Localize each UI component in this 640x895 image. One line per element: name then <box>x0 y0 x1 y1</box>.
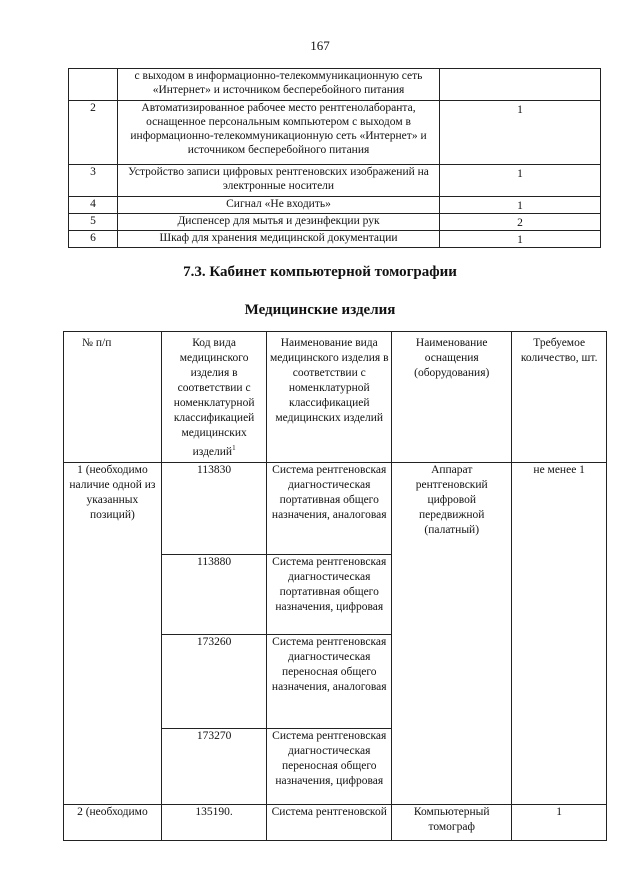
table-row <box>69 214 601 231</box>
header-quantity: Требуемое количество, шт. <box>512 332 607 463</box>
row-number <box>69 69 118 101</box>
device-name: Система рентгеновской <box>267 805 392 841</box>
required-quantity: не менее 1 <box>512 463 607 805</box>
device-code: 113880 <box>161 555 267 635</box>
table-row <box>64 805 607 841</box>
equipment-name: Компьютерный томограф <box>392 805 512 841</box>
section-title: 7.3. Кабинет компьютерной томографии <box>183 264 457 280</box>
required-quantity: 1 <box>512 805 607 841</box>
row-qty: 1 <box>440 197 601 214</box>
row-name: Сигнал «Не входить» <box>118 197 440 214</box>
page-number: 167 <box>310 38 330 53</box>
device-code: 135190. <box>161 805 267 841</box>
device-code: 113830 <box>161 463 267 555</box>
table-row <box>69 101 601 165</box>
row-qty: 1 <box>440 101 601 165</box>
device-name: Система рентгеновская диагностическая портативная общего назначения, аналоговая <box>267 463 392 555</box>
row-name: с выходом в информационно-телекоммуникационную сеть «Интернет» и источником бесперебойного питания <box>118 69 440 101</box>
row-qty: 2 <box>440 214 601 231</box>
equipment-name: Аппарат рентгеновский цифровой передвижной (палатный) <box>392 463 512 805</box>
table-header-row <box>64 332 607 463</box>
device-code: 173260 <box>161 635 267 729</box>
row-number: 3 <box>69 165 118 197</box>
table-row <box>69 231 601 248</box>
medical-devices-table <box>63 331 607 841</box>
header-code <box>161 332 267 463</box>
header-code-text: Код вида медицинского изделия в соответствии с номенклатурной классификацией медицинских изделий <box>173 337 255 458</box>
group-number: 2 (необходимо <box>64 805 162 841</box>
table-row <box>69 165 601 197</box>
device-name: Система рентгеновская диагностическая переносная общего назначения, аналоговая <box>267 635 392 729</box>
group-number: 1 (необходимо наличие одной из указанных позиций) <box>64 463 162 805</box>
row-number: 4 <box>69 197 118 214</box>
row-number: 2 <box>69 101 118 165</box>
table-row <box>69 69 601 101</box>
device-name: Система рентгеновская диагностическая портативная общего назначения, цифровая <box>267 555 392 635</box>
row-qty <box>440 69 601 101</box>
header-device-name: Наименование вида медицинского изделия в соответствии с номенклатурной классификацией медицинских изделий <box>267 332 392 463</box>
device-code: 173270 <box>161 729 267 805</box>
header-number: № п/п <box>64 332 162 463</box>
table-row <box>64 463 607 555</box>
row-number: 6 <box>69 231 118 248</box>
row-number: 5 <box>69 214 118 231</box>
row-qty: 1 <box>440 231 601 248</box>
row-qty: 1 <box>440 165 601 197</box>
subsection-title: Медицинские изделия <box>244 302 396 318</box>
footnote-mark: 1 <box>232 444 236 452</box>
table-row <box>69 197 601 214</box>
header-equipment: Наименование оснащения (оборудования) <box>392 332 512 463</box>
row-name: Шкаф для хранения медицинской документации <box>118 231 440 248</box>
equipment-table-continued <box>68 68 601 248</box>
device-name: Система рентгеновская диагностическая переносная общего назначения, цифровая <box>267 729 392 805</box>
row-name: Устройство записи цифровых рентгеновских изображений на электронные носители <box>118 165 440 197</box>
row-name: Диспенсер для мытья и дезинфекции рук <box>118 214 440 231</box>
row-name: Автоматизированное рабочее место рентгенолаборанта, оснащенное персональным компьютером с выходом в информационно-телекоммуникационную сеть «Интернет» и источником бесперебойного питания <box>118 101 440 165</box>
